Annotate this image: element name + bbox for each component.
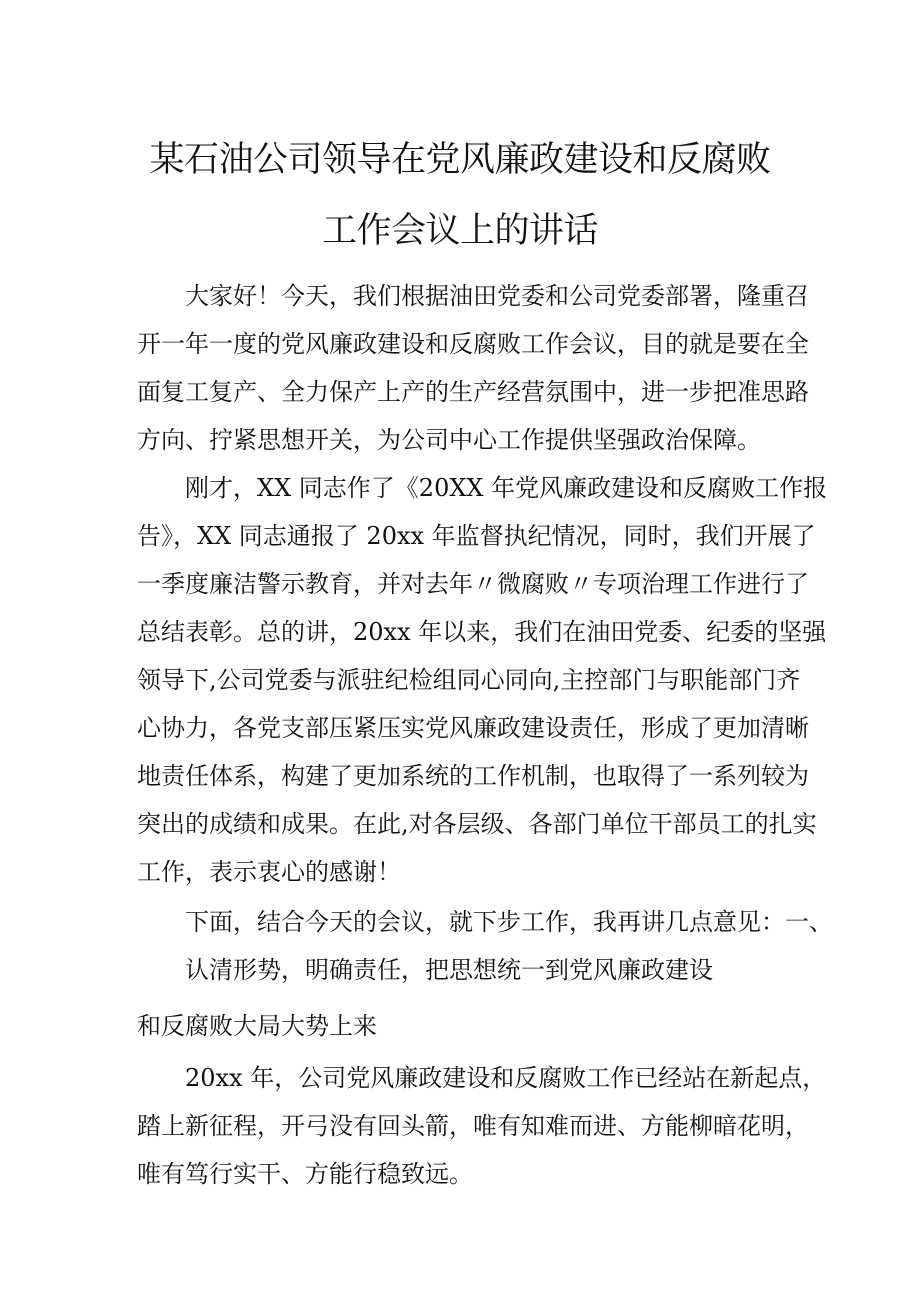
paragraph-2-line-8: 突出的成绩和成果。在此,对各层级、各部门单位干部员工的扎实 <box>137 810 817 838</box>
paragraph-2-line-1: 刚才，XX 同志作了《20XX 年党风廉政建设和反腐败工作报 <box>185 474 828 502</box>
paragraph-1-line-2: 开一年一度的党风廉政建设和反腐败工作会议，目的就是要在全 <box>137 330 809 358</box>
paragraph-4-line-3: 唯有笃行实干、方能行稳致远。 <box>137 1160 473 1188</box>
paragraph-3-line-1: 下面，结合今天的会议，就下步工作，我再讲几点意见：一、 <box>185 908 833 936</box>
paragraph-2-line-2: 告》，XX 同志通报了 20xx 年监督执纪情况，同时，我们开展了 <box>137 522 816 550</box>
paragraph-2-line-9: 工作，表示衷心的感谢！ <box>137 858 401 886</box>
paragraph-1-line-1: 大家好！今天，我们根据油田党委和公司党委部署，隆重召 <box>185 282 809 310</box>
paragraph-2-line-4: 总结表彰。总的讲，20xx 年以来，我们在油田党委、纪委的坚强 <box>137 618 827 646</box>
document-title-line-1: 某石油公司领导在党风廉政建设和反腐败 <box>149 140 771 180</box>
section-heading-line-2: 和反腐败大局大势上来 <box>137 1012 377 1040</box>
section-heading-line-1: 认清形势，明确责任，把思想统一到党风廉政建设 <box>185 956 713 984</box>
paragraph-2-line-5: 领导下,公司党委与派驻纪检组同心同向,主控部门与职能部门齐 <box>137 666 801 694</box>
paragraph-2-line-6: 心协力，各党支部压紧压实党风廉政建设责任，形成了更加清晰 <box>137 714 809 742</box>
paragraph-1-line-3: 面复工复产、全力保产上产的生产经营氛围中，进一步把准思路 <box>137 378 809 406</box>
paragraph-4-line-1: 20xx 年，公司党风廉政建设和反腐败工作已经站在新起点， <box>185 1064 827 1092</box>
paragraph-1-line-4: 方向、拧紧思想开关，为公司中心工作提供坚强政治保障。 <box>137 426 761 454</box>
paragraph-2-line-7: 地责任体系，构建了更加系统的工作机制，也取得了一系列较为 <box>137 762 809 790</box>
document-title-line-2: 工作会议上的讲话 <box>321 211 598 251</box>
paragraph-4-line-2: 踏上新征程，开弓没有回头箭，唯有知难而进、方能柳暗花明， <box>137 1112 809 1140</box>
paragraph-2-line-3: 一季度廉洁警示教育，并对去年〃微腐败〃专项治理工作进行了 <box>137 570 809 598</box>
